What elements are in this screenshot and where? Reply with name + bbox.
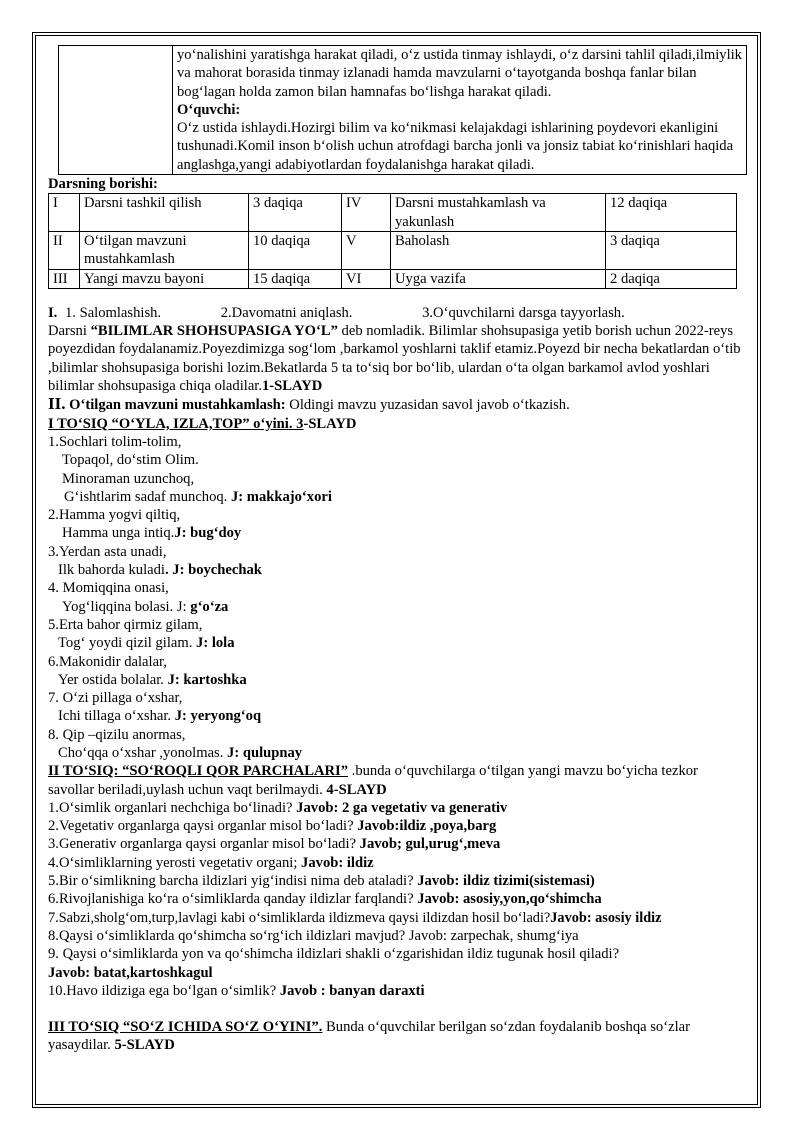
- plan-cell: 15 daqiqa: [249, 269, 342, 288]
- riddle-answer: J: kartoshka: [167, 671, 247, 688]
- question-list: [48, 799, 742, 1000]
- list-item: 2.Vegetativ organlarga qaysi organlar misol bo‘ladi? Javob:ildiz ,poya,barg: [48, 818, 497, 835]
- plan-cell: 12 daqiqa: [606, 194, 737, 232]
- plan-cell: Baholash: [391, 231, 606, 269]
- obstacle-2-title: II TO‘SIQ: “SO‘ROQLI QOR PARCHALARI”: [48, 763, 349, 780]
- section-2-number: II.: [48, 394, 66, 414]
- list-item: 4.O‘simliklarning yerosti vegetativ organi; Javob: ildiz: [48, 854, 374, 871]
- plan-cell: Yangi mavzu bayoni: [80, 269, 249, 288]
- plan-cell: 2 daqiqa: [606, 269, 737, 288]
- obstacle-1-title: I TO‘SIQ “O‘YLA, IZLA,TOP” o‘yini. 3-SLAYD: [48, 415, 357, 432]
- list-item: 3.Generativ organlarga qaysi organlar misol bo‘ladi? Javob; gul,urug‘,meva: [48, 836, 501, 853]
- section-1-intro: Darsni “BILIMLAR SHOHSUPASIGA YO‘L” deb nomladik. Bilimlar shohsupasiga yetib borish uchun 2022-reys poyezdidan foydalanamiz.Poyezdimizga sog‘lom ,barkamol yoshlarni taklif etamiz.Poyezd bir necha bekatlardan o‘tib ,bilimlar shohsupasiga borishi lozim.Bekatlarda 5 ta to‘siq bor bo‘lib, ulardan o‘ta olgan barkamol avlod yoshlari bilimlar shohsupasiga chiqa oladilar.1-SLAYD: [48, 323, 741, 395]
- riddle-line: Topaqol, do‘stim Olim.: [62, 452, 199, 469]
- riddle-answer: J: lola: [196, 635, 235, 652]
- document-body: [48, 45, 742, 1055]
- plan-cell: 3 daqiqa: [249, 194, 342, 232]
- slide-ref: 5-SLAYD: [114, 1037, 175, 1054]
- obstacle-3-intro: III TO‘SIQ “SO‘Z ICHIDA SO‘Z O‘YINI”. Bunda o‘quvchilar berilgan so‘zdan foydalanib boshqa so‘zlar yasaydilar. 5-SLAYD: [48, 1019, 690, 1054]
- riddle-line: Minoraman uzunchoq,: [62, 470, 195, 487]
- plan-cell: 10 daqiqa: [249, 231, 342, 269]
- objectives-cell: [173, 46, 747, 175]
- table-row: [49, 269, 737, 288]
- riddle-line: 3.Yerdan asta unadi,: [48, 543, 167, 560]
- riddle-answer: g‘o‘za: [190, 598, 229, 615]
- section-1-number: I.: [48, 304, 58, 321]
- section-2-title: O‘tilgan mavzuni mustahkamlash:: [65, 397, 286, 414]
- lesson-plan-table: [48, 193, 737, 288]
- riddle-answer: J: qulupnay: [227, 744, 303, 761]
- plan-cell: IV: [342, 194, 391, 232]
- list-item: 10.Havo ildiziga ega bo‘lgan o‘simlik? Javob : banyan daraxti: [48, 982, 425, 999]
- riddle-answer: J: yeryong‘oq: [174, 708, 262, 725]
- table-row: [49, 231, 737, 269]
- step-2: 2.Davomatni aniqlash.: [220, 304, 353, 321]
- list-item: 7.Sabzi,sholg‘om,turp,lavlagi kabi o‘simliklarda ildizmeva qaysi ildizdan hosil bo‘ladi?Javob: asosiy ildiz: [48, 909, 662, 926]
- plan-cell: V: [342, 231, 391, 269]
- plan-cell: I: [49, 194, 80, 232]
- riddle-line: 1.Sochlari tolim-tolim,: [48, 433, 182, 450]
- section-1-steps: [48, 304, 742, 322]
- plan-cell: III: [49, 269, 80, 288]
- riddle-list: 1.Sochlari tolim-tolim, Topaqol, do‘stim Olim. Minoraman uzunchoq, G‘ishtlarim sadaf munchoq. J: makkajo‘xori 2.Hamma yogvi qiltiq, Hamma unga intiq.J: bug‘doy 3.Yerdan asta unadi, Ilk bahorda kuladi. J: boychechak 4. Momiqqina onasi, Yog‘liqqina bolasi. J: g‘o‘za 5.Erta bahor qirmiz gilam, Tog‘ yoydi qizil gilam. J: lola 6.Makonidir dalalar, Yer ostida bolalar. J: kartoshka 7. O‘zi pillaga o‘xshar, Ichi tillaga o‘xshar. J: yeryong‘oq 8. Qip –qizilu anormas, Cho‘qqa o‘xshar ,yonolmas. J: qulupnay: [48, 433, 742, 762]
- riddle-line: 8. Qip –qizilu anormas,: [48, 726, 186, 743]
- list-item-answer: Javob: batat,kartoshkagul: [48, 964, 213, 981]
- plan-cell: Darsni mustahkamlash va yakunlash: [391, 194, 606, 232]
- objectives-empty-cell: [59, 46, 173, 175]
- list-item: 9. Qaysi o‘simliklarda yon va qo‘shimcha ildizlari shakli o‘zgarishidan ildiz tugunak hosil qiladi?: [48, 946, 620, 963]
- step-3: 3.O‘quvchilarni darsga tayyorlash.: [422, 304, 625, 321]
- riddle-answer: J: bug‘doy: [174, 525, 242, 542]
- plan-cell: 3 daqiqa: [606, 231, 737, 269]
- list-item: 8.Qaysi o‘simliklarda qo‘shimcha so‘rg‘ich ildizlari mavjud? Javob: zarpechak, shumg‘iya: [48, 927, 579, 944]
- plan-cell: Uyga vazifa: [391, 269, 606, 288]
- list-item: 1.O‘simlik organlari nechchiga bo‘linadi? Javob: 2 ga vegetativ va generativ: [48, 799, 508, 816]
- step-1: 1. Salomlashish.: [64, 304, 162, 321]
- student-objectives: O‘z ustida ishlaydi.Hozirgi bilim va ko‘nikmasi kelajakdagi ishlarining poydevori ekanligini tushunadi.Komil inson b‘olish uchun atrofdagi barcha jonli va jonsiz tabiat ko‘rinishlari haqida anglashga,yangi adabiyotlardan foydalanishga harakat qiladi.: [177, 120, 734, 173]
- list-item: 5.Bir o‘simlikning barcha ildizlari yig‘indisi nima deb ataladi? Javob: ildiz tizimi(sistemasi): [48, 873, 595, 890]
- table-row: [49, 194, 737, 232]
- journey-title: “BILIMLAR SHOHSUPASIGA YO‘L”: [90, 323, 338, 340]
- plan-cell: VI: [342, 269, 391, 288]
- plan-cell: II: [49, 231, 80, 269]
- plan-cell: O‘tilgan mavzuni mustahkamlash: [80, 231, 249, 269]
- riddle-line: 7. O‘zi pillaga o‘xshar,: [48, 690, 183, 707]
- section-2: II. O‘tilgan mavzuni mustahkamlash: Oldingi mavzu yuzasidan savol javob o‘tkazish.: [48, 394, 570, 414]
- student-heading: O‘quvchi:: [177, 101, 241, 118]
- slide-ref: -SLAYD: [303, 415, 357, 432]
- slide-ref: 1-SLAYD: [262, 378, 323, 395]
- obstacle-3-title: III TO‘SIQ “SO‘Z ICHIDA SO‘Z O‘YINI”.: [48, 1019, 323, 1036]
- obstacle-2-intro: II TO‘SIQ: “SO‘ROQLI QOR PARCHALARI” .bunda o‘quvchilarga o‘tilgan yangi mavzu bo‘yicha tezkor savollar beriladi,uylash uchun vaqt berilmaydi. 4-SLAYD: [48, 763, 698, 798]
- riddle-line: 5.Erta bahor qirmiz gilam,: [48, 616, 203, 633]
- teacher-objectives: yo‘nalishini yaratishga harakat qiladi, o‘z ustida tinmay ishlaydi, o‘z darsini tahlil qiladi,ilmiylik va mahorat borasida tinmay izlanadi hamda mavzularni o‘tayotganda boshqa fanlar bilan bog‘lagan holda zamon bilan hamnafas bo‘lishga harakat qiladi.: [177, 47, 742, 100]
- riddle-answer: . J: boychechak: [165, 562, 262, 579]
- list-item: 6.Rivojlanishiga ko‘ra o‘simliklarda qanday ildizlar farqlandi? Javob: asosiy,yon,qo‘shimcha: [48, 891, 602, 908]
- plan-heading: Darsning borishi:: [48, 176, 158, 193]
- riddle-line: 4. Momiqqina onasi,: [48, 580, 169, 597]
- riddle-line: 2.Hamma yogvi qiltiq,: [48, 507, 181, 524]
- riddle-line: 6.Makonidir dalalar,: [48, 653, 167, 670]
- slide-ref: 4-SLAYD: [326, 781, 387, 798]
- objectives-table: [58, 45, 747, 175]
- riddle-answer: J: makkajo‘xori: [230, 488, 332, 505]
- plan-cell: Darsni tashkil qilish: [80, 194, 249, 232]
